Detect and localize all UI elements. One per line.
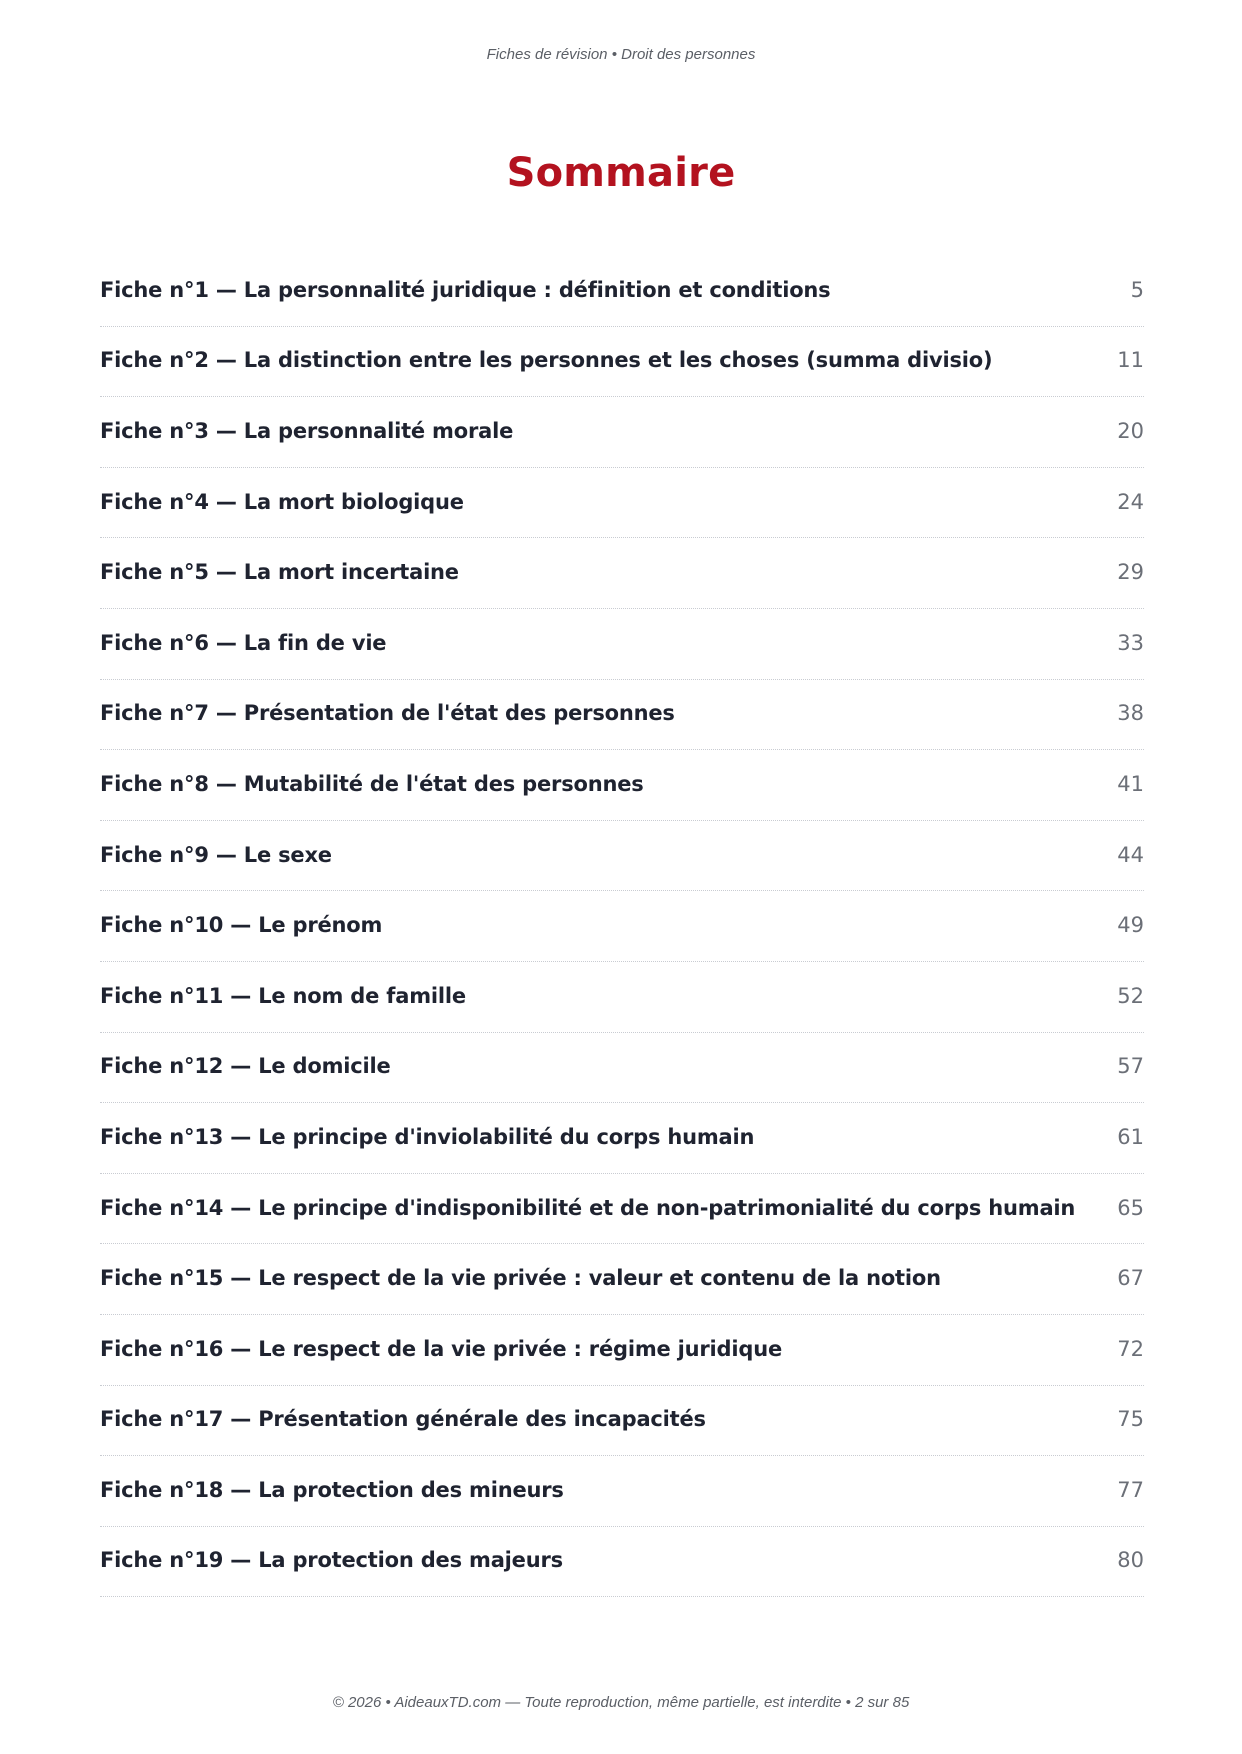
toc-entry[interactable] [100, 1033, 1144, 1104]
toc-entry-page-number: 65 [1117, 1195, 1144, 1220]
toc-entry-page-number: 61 [1117, 1124, 1144, 1149]
toc-entry[interactable] [100, 891, 1144, 962]
toc-entry-title: Fiche n°5 — La mort incertaine [100, 560, 459, 585]
toc-entry-page-number: 11 [1117, 348, 1144, 373]
toc-entry[interactable] [100, 609, 1144, 680]
toc-entry-page-number: 80 [1117, 1548, 1144, 1573]
toc-entry-title: Fiche n°12 — Le domicile [100, 1054, 391, 1079]
toc-entry-page-number: 24 [1117, 489, 1144, 514]
toc-entry[interactable] [100, 1456, 1144, 1527]
toc-entry-page-number: 5 [1130, 277, 1144, 302]
toc-entry[interactable] [100, 750, 1144, 821]
toc-entry-title: Fiche n°11 — Le nom de famille [100, 983, 466, 1008]
toc-entry-title: Fiche n°14 — Le principe d'indisponibilité et de non-patrimonialité du corps humain [100, 1195, 1076, 1220]
page-title: Sommaire [506, 150, 736, 196]
toc-entry-title: Fiche n°6 — La fin de vie [100, 630, 387, 655]
toc-entry[interactable] [100, 1244, 1144, 1315]
running-footer: © 2026 • AideauxTD.com — Toute reproduction, même partielle, est interdite • 2 sur 85 [332, 1694, 910, 1711]
toc-entry[interactable] [100, 468, 1144, 539]
toc-entry[interactable] [100, 962, 1144, 1033]
toc-entry-title: Fiche n°4 — La mort biologique [100, 489, 464, 514]
toc-entry-page-number: 29 [1117, 560, 1144, 585]
toc-entry-title: Fiche n°10 — Le prénom [100, 913, 383, 938]
toc-entry-title: Fiche n°19 — La protection des majeurs [100, 1548, 563, 1573]
toc-entry-title: Fiche n°7 — Présentation de l'état des personnes [100, 701, 675, 726]
toc-entry[interactable] [100, 327, 1144, 398]
toc-entry-page-number: 20 [1117, 418, 1144, 443]
toc-entry[interactable] [100, 821, 1144, 892]
toc-entry-title: Fiche n°1 — La personnalité juridique : définition et conditions [100, 277, 831, 302]
toc-entry-title: Fiche n°18 — La protection des mineurs [100, 1477, 564, 1502]
toc-entry-page-number: 52 [1117, 983, 1144, 1008]
toc-entry[interactable] [100, 538, 1144, 609]
toc-entry-title: Fiche n°2 — La distinction entre les personnes et les choses (summa divisio) [100, 348, 993, 373]
toc-entry-title: Fiche n°15 — Le respect de la vie privée : valeur et contenu de la notion [100, 1266, 941, 1291]
running-header: Fiches de révision • Droit des personnes [486, 46, 756, 63]
toc-entry-page-number: 41 [1117, 771, 1144, 796]
toc-entry[interactable] [100, 256, 1144, 327]
toc-entry-title: Fiche n°9 — Le sexe [100, 842, 332, 867]
toc-entry[interactable] [100, 1315, 1144, 1386]
toc-entry[interactable] [100, 1386, 1144, 1457]
toc-entry-page-number: 67 [1117, 1266, 1144, 1291]
toc-entry[interactable] [100, 1527, 1144, 1598]
toc-entry[interactable] [100, 1174, 1144, 1245]
toc-entry-page-number: 77 [1117, 1477, 1144, 1502]
toc-entry[interactable] [100, 1103, 1144, 1174]
toc-entry-page-number: 72 [1117, 1336, 1144, 1361]
toc-entry-page-number: 57 [1117, 1054, 1144, 1079]
toc-entry-title: Fiche n°16 — Le respect de la vie privée : régime juridique [100, 1336, 783, 1361]
table-of-contents [100, 256, 1144, 1597]
toc-entry-page-number: 49 [1117, 913, 1144, 938]
toc-entry-page-number: 33 [1117, 630, 1144, 655]
toc-entry-page-number: 38 [1117, 701, 1144, 726]
toc-entry-page-number: 44 [1117, 842, 1144, 867]
toc-entry-title: Fiche n°3 — La personnalité morale [100, 418, 514, 443]
toc-entry-title: Fiche n°17 — Présentation générale des incapacités [100, 1407, 706, 1432]
toc-entry-page-number: 75 [1117, 1407, 1144, 1432]
toc-entry-title: Fiche n°13 — Le principe d'inviolabilité du corps humain [100, 1124, 755, 1149]
toc-entry[interactable] [100, 397, 1144, 468]
toc-entry-title: Fiche n°8 — Mutabilité de l'état des personnes [100, 771, 644, 796]
toc-entry[interactable] [100, 680, 1144, 751]
